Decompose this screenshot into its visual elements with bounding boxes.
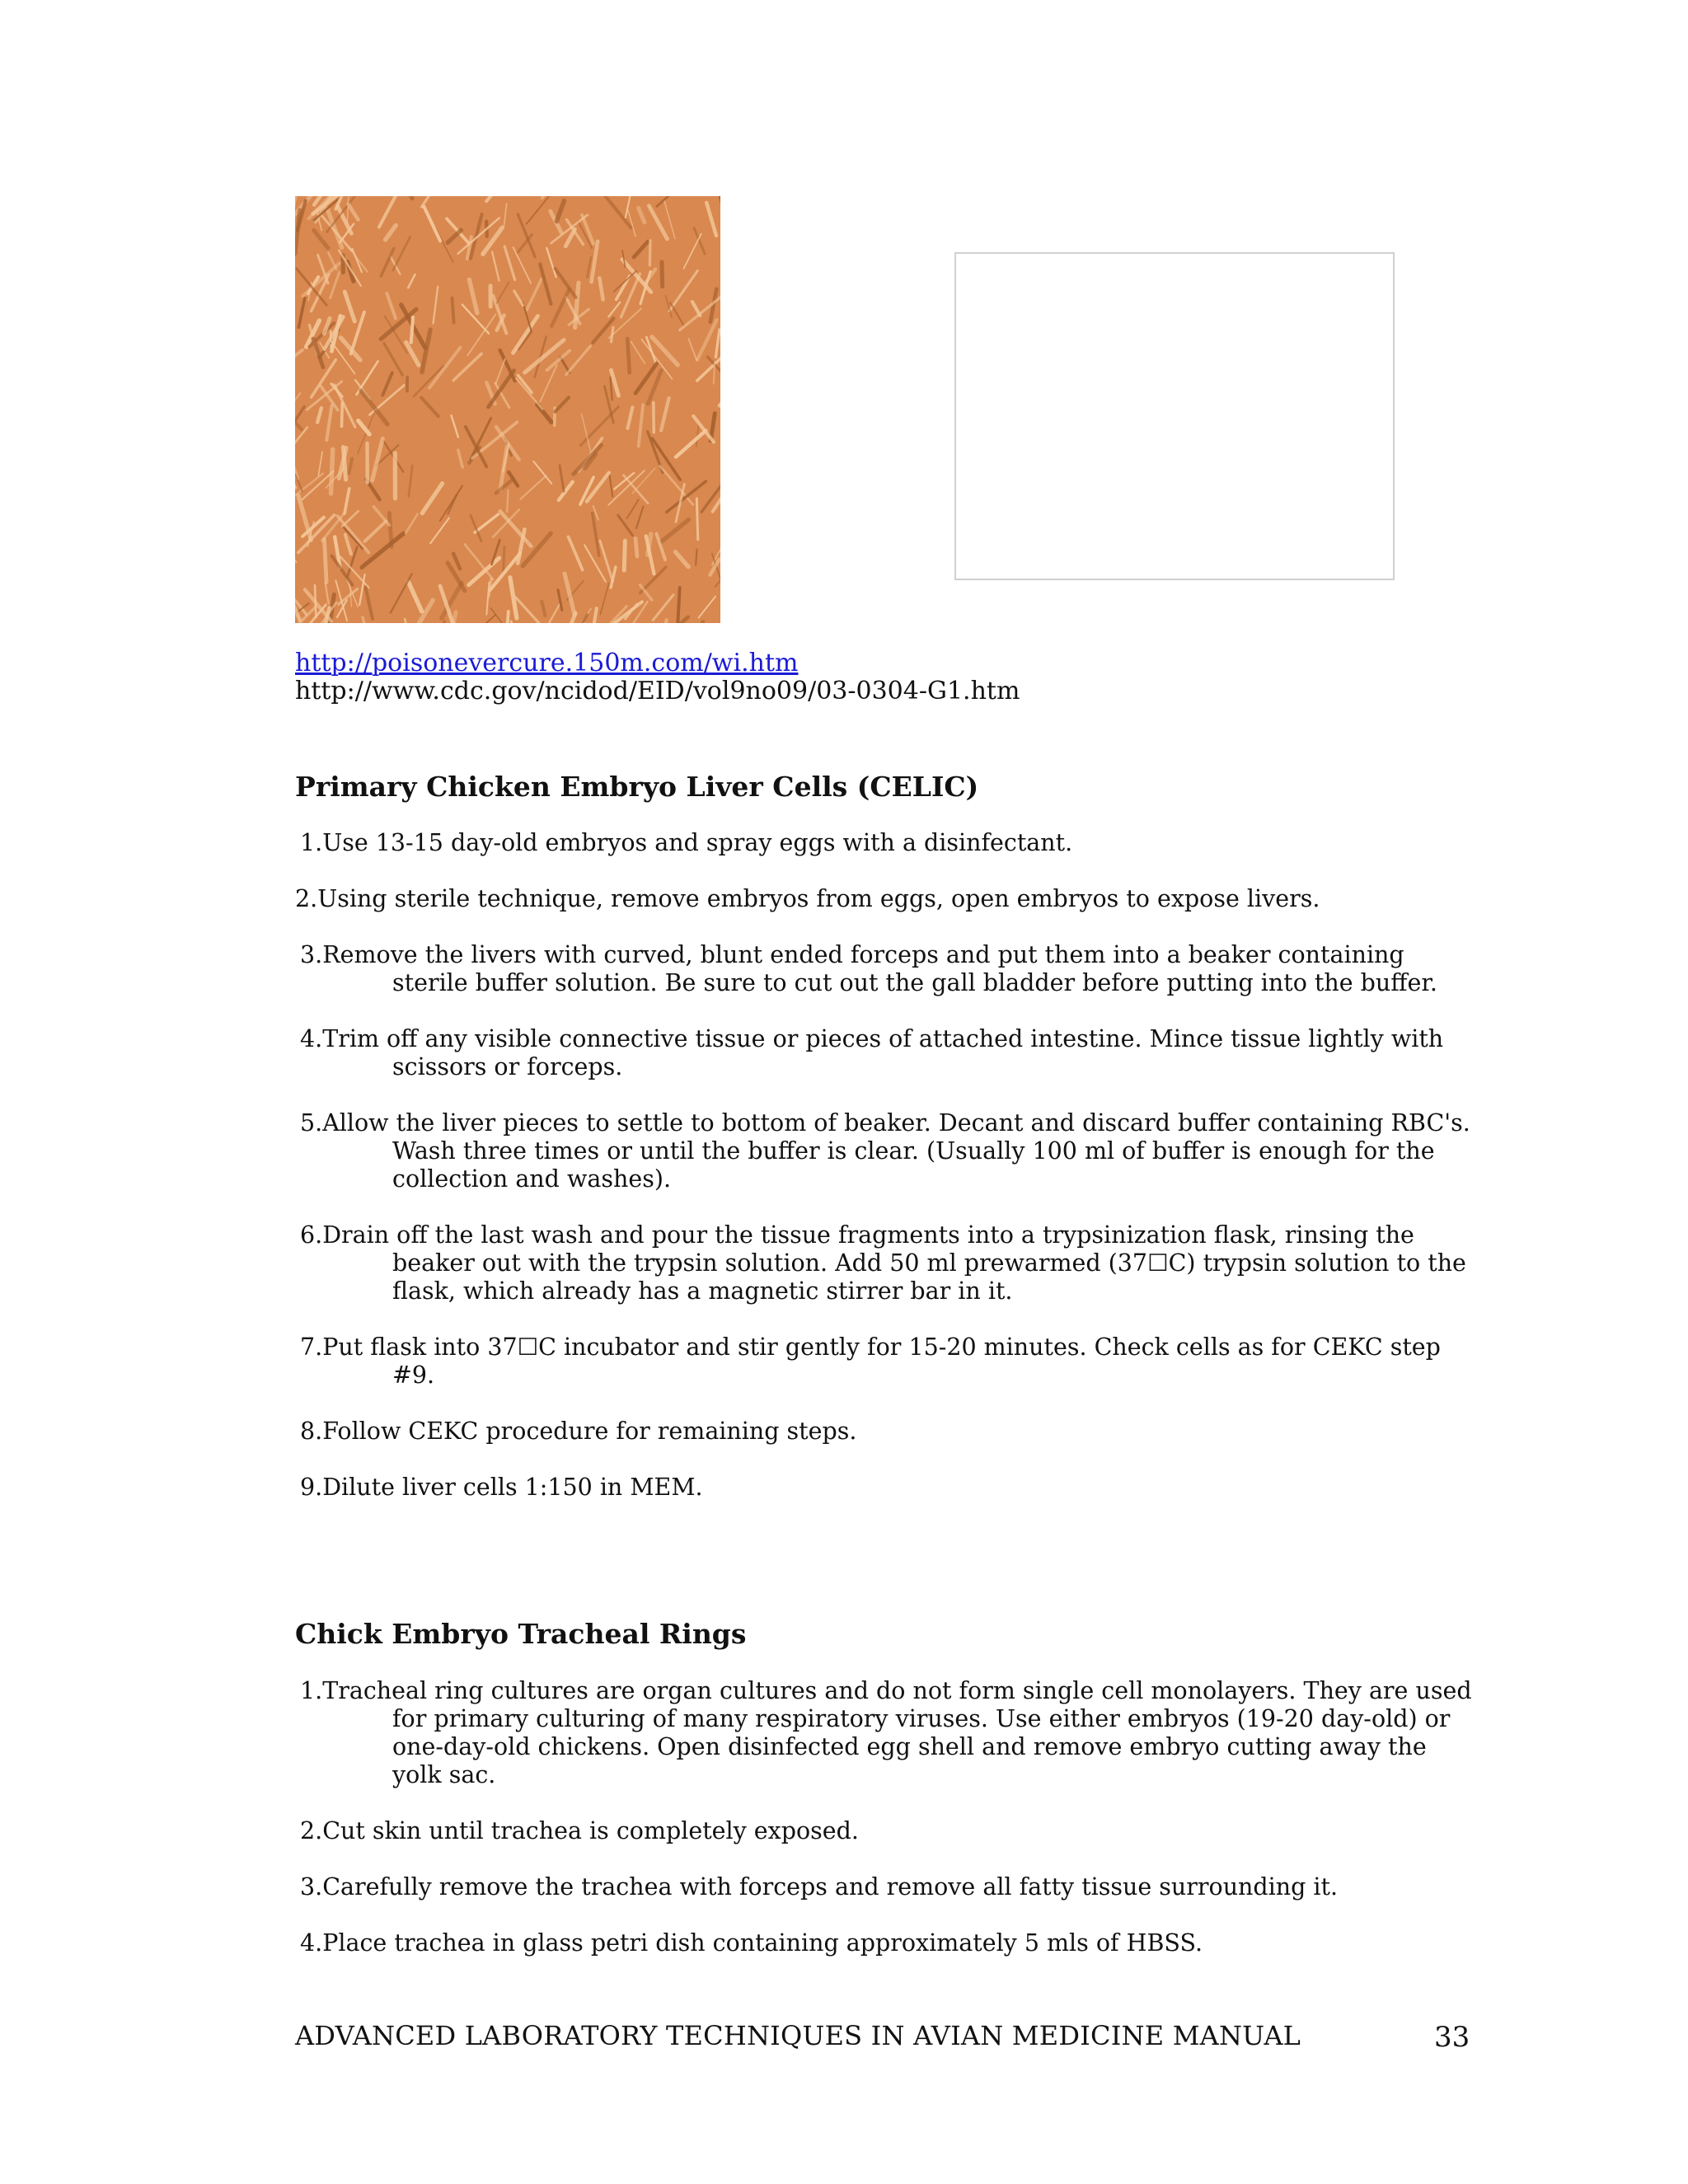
blank-image-placeholder [954,252,1395,580]
celic-step: 7.Put flask into 37☐C incubator and stir gently for 15-20 minutes. Check cells as for CEKC step #9. [300,1333,1441,1389]
cell-streak [678,588,679,623]
section-title-tracheal-rings: Chick Embryo Tracheal Rings [295,1618,747,1650]
cell-streak [635,538,637,556]
source-link[interactable]: http://poisonevercure.150m.com/wi.htm [295,649,799,677]
tracheal-step: 2.Cut skin until trachea is completely exposed. [300,1817,859,1844]
tracheal-steps-list [295,1677,1474,1985]
tracheal-step: 3.Carefully remove the trachea with forceps and remove all fatty tissue surrounding it. [300,1873,1339,1900]
cell-streak [649,241,650,265]
cell-culture-graphic [295,196,720,623]
celic-step: 2.Using sterile technique, remove embryos from eggs, open embryos to expose livers. [295,885,1320,912]
celic-steps-list [295,829,1474,1530]
page-number: 33 [1434,2021,1470,2054]
cell-streak [411,317,413,342]
celic-step: 6.Drain off the last wash and pour the tissue fragments into a trypsinization flask, rinsing the beaker out with the trypsin solution. Add 50 ml prewarmed (37☐C) trypsin solution to the flask, which already has a magnetic stirrer bar in it. [300,1221,1466,1305]
source-url-text: http://www.cdc.gov/ncidod/EID/vol9no09/03-0304-G1.htm [295,677,1020,705]
cell-streak [343,447,345,479]
cell-culture-image [295,196,720,623]
cell-streak [714,363,715,384]
celic-step: 9.Dilute liver cells 1:150 in MEM. [300,1474,703,1501]
cell-streak [662,262,663,287]
tracheal-step: 1.Tracheal ring cultures are organ cultures and do not form single cell monolayers. They are used for primary culturing of many respiratory viruses. Use either embryos (19-20 day-old) or one-day-old chickens. Open disinfected egg shell and remove embryo cutting away the yolk sac. [300,1677,1472,1788]
celic-step: 1.Use 13-15 day-old embryos and spray eggs with a disinfectant. [300,829,1073,856]
celic-step: 5.Allow the liver pieces to settle to bottom of beaker. Decant and discard buffer containing RBC's. Wash three times or until the buffer is clear. (Usually 100 ml of buffer is enough for the collection and washes). [300,1109,1470,1193]
footer-manual-title: ADVANCED LABORATORY TECHNIQUES IN AVIAN MEDICINE MANUAL [295,2020,1301,2051]
cell-streak [507,490,508,512]
celic-step: 3.Remove the livers with curved, blunt ended forceps and put them into a beaker containing sterile buffer solution. Be sure to cut out the gall bladder before putting into the buffer. [300,941,1437,996]
cell-streak [389,513,392,547]
cell-streak [341,403,342,426]
cell-streak [324,539,326,582]
cell-streak [696,499,697,540]
cell-streak [624,541,625,570]
cell-streak [452,298,454,323]
section-title-celic: Primary Chicken Embryo Liver Cells (CELIC) [295,771,979,803]
celic-step: 8.Follow CEKC procedure for remaining steps. [300,1418,857,1445]
cell-streak [627,339,629,373]
celic-step: 4.Trim off any visible connective tissue or pieces of attached intestine. Mince tissue lightly with scissors or forceps. [300,1025,1444,1080]
tracheal-step: 4.Place trachea in glass petri dish containing approximately 5 mls of HBSS. [300,1929,1203,1957]
